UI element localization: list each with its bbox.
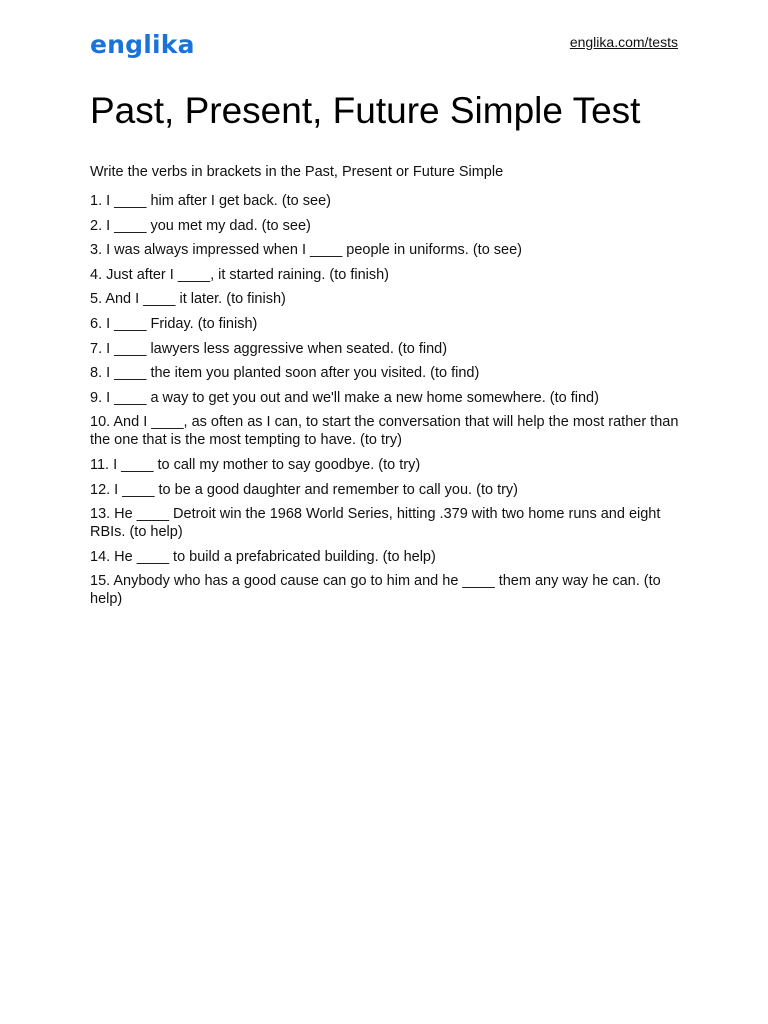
question-item: 15. Anybody who has a good cause can go to him and he ____ them any way he can. (to help) — [90, 573, 661, 608]
question-item: 3. I was always impressed when I ____ people in uniforms. (to see) — [90, 242, 522, 259]
question-item: 4. Just after I ____, it started raining. (to finish) — [90, 266, 390, 283]
page-header — [90, 28, 678, 62]
question-item: 13. He ____ Detroit win the 1968 World Series, hitting .379 with two home runs and eight RBIs. (to help) — [90, 506, 661, 541]
question-item: 2. I ____ you met my dad. (to see) — [90, 217, 311, 234]
question-item: 6. I ____ Friday. (to finish) — [90, 315, 258, 332]
instructions: Write the verbs in brackets in the Past, Present or Future Simple — [90, 164, 504, 180]
question-list — [90, 192, 680, 615]
question-item: 14. He ____ to build a prefabricated building. (to help) — [90, 548, 436, 565]
page-title: Past, Present, Future Simple Test — [90, 90, 641, 131]
question-item: 7. I ____ lawyers less aggressive when seated. (to find) — [90, 340, 448, 357]
question-item: 10. And I ____, as often as I can, to start the conversation that will help the most rather than the one that is the most tempting to have. (to try) — [90, 414, 679, 449]
question-item: 9. I ____ a way to get you out and we'll make a new home somewhere. (to find) — [90, 389, 599, 406]
question-item: 8. I ____ the item you planted soon after you visited. (to find) — [90, 365, 480, 382]
question-item: 1. I ____ him after I get back. (to see) — [90, 193, 331, 209]
question-item: 5. And I ____ it later. (to finish) — [90, 291, 286, 308]
brand-logo[interactable]: englika — [90, 30, 195, 59]
question-item: 12. I ____ to be a good daughter and remember to call you. (to try) — [90, 481, 519, 498]
question-item: 11. I ____ to call my mother to say goodbye. (to try) — [90, 456, 421, 473]
site-link[interactable]: englika.com/tests — [569, 34, 678, 50]
